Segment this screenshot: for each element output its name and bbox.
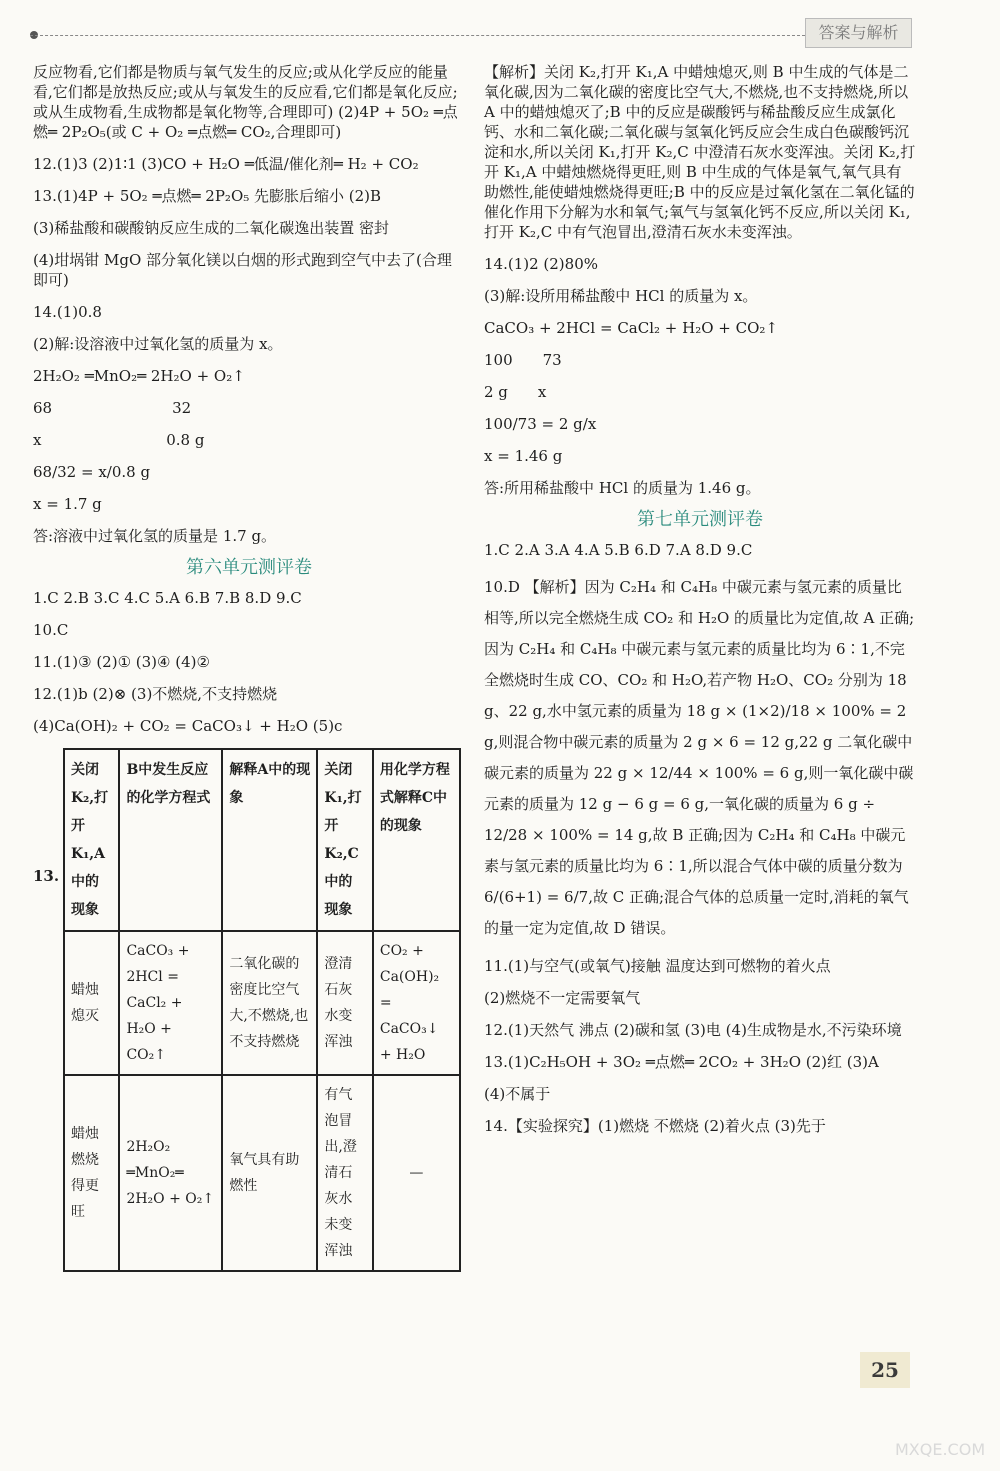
table-cell: 氧气具有助燃性 — [222, 1075, 317, 1271]
right-ratio-row-1: 100 73 — [484, 351, 562, 369]
s6-q12: 12.(1)b (2)⊗ (3)不燃烧,不支持燃烧 — [33, 685, 278, 703]
table-header-cell: B中发生反应的化学方程式 — [119, 749, 222, 931]
section6-title: 第六单元测评卷 — [186, 557, 312, 578]
left-para-1: 反应物看,它们都是物质与氧气发生的反应;或从化学反应的能量看,它们都是放热反应;或从与氧发生的反应看,它们都是氧化反应;或从生成物看,生成物都是氧化物等,合理即可) (2)4P + 5O₂ ═点燃═ 2P₂O₅(或 C + O₂ ═点燃═ CO₂,合理即可) — [33, 63, 458, 141]
answer-table — [63, 748, 461, 1272]
right-q14-3: (3)解:设所用稀盐酸中 HCl 的质量为 x。 — [484, 287, 758, 305]
left-q14-1: 14.(1)0.8 — [33, 303, 102, 321]
table-header-cell: 关闭K₂,打开K₁,A中的现象 — [64, 749, 119, 931]
right-ratio-row-2: 2 g x — [484, 383, 547, 401]
header-rule — [30, 35, 805, 36]
left-equation: 2H₂O₂ ═MnO₂═ 2H₂O + O₂↑ — [33, 367, 245, 385]
left-ratio-row-1: 68 32 — [33, 399, 192, 417]
table-cell: CO₂ + Ca(OH)₂ = CaCO₃↓ + H₂O — [373, 931, 460, 1075]
table-header-row — [64, 749, 460, 931]
table-row — [64, 1075, 460, 1271]
left-proportion: 68/32 = x/0.8 g — [33, 463, 151, 481]
left-q12: 12.(1)3 (2)1∶1 (3)CO + H₂O ═低温/催化剂═ H₂ + CO₂ — [33, 155, 419, 173]
table-header-cell: 关闭K₁,打开K₂,C中的现象 — [317, 749, 372, 931]
left-column — [33, 62, 465, 1272]
table-cell: CaCO₃ + 2HCl = CaCl₂ + H₂O + CO₂↑ — [119, 931, 222, 1075]
right-proportion: 100/73 = 2 g/x — [484, 415, 597, 433]
s7-q13: 13.(1)C₂H₅OH + 3O₂ ═点燃═ 2CO₂ + 3H₂O (2)红 (3)A — [484, 1053, 879, 1071]
s7-q11-2: (2)燃烧不一定需要氧气 — [484, 989, 641, 1007]
s7-q13-4: (4)不属于 — [484, 1085, 551, 1103]
right-equation: CaCO₃ + 2HCl = CaCl₂ + H₂O + CO₂↑ — [484, 319, 778, 337]
section7-title: 第七单元测评卷 — [637, 509, 763, 530]
watermark-site: MXQE.COM — [895, 1440, 986, 1459]
table-cell: — — [373, 1075, 460, 1271]
s6-q11: 11.(1)③ (2)① (3)④ (4)② — [33, 653, 210, 671]
table-cell: 澄清石灰水变浑浊 — [317, 931, 372, 1075]
table-cell: 有气泡冒出,澄清石灰水未变浑浊 — [317, 1075, 372, 1271]
table-cell: 蜡烛熄灭 — [64, 931, 119, 1075]
table-row — [64, 931, 460, 1075]
s6-q12-4: (4)Ca(OH)₂ + CO₂ = CaCO₃↓ + H₂O (5)c — [33, 717, 343, 735]
s7-q10: 10.D 【解析】因为 C₂H₄ 和 C₄H₈ 中碳元素与氢元素的质量比相等,所以完全燃烧生成 CO₂ 和 H₂O 的质量比为定值,故 A 正确;因为 C₂H₄ 和 C₄H₈ 中碳元素与氢元素的质量比均为 6∶1,不完全燃烧时生成 CO、CO₂ 和 H₂O,若产物 H₂O、CO₂ 分别为 18 g、22 g,水中氢元素的质量为 18 g × (1×2)/18 × 100% = 2 g,则混合物中碳元素的质量为 2 g × 6 = 12 g,22 g 二氧化碳中碳元素的质量为 22 g × 12/44 × 100% = 6 g,则一氧化碳中碳元素的质量为 12 g − 6 g = 6 g,一氧化碳的质量为 6 g ÷ 12/28 × 100% = 14 g,故 B 正确;因为 C₂H₄ 和 C₄H₈ 中碳元素与氢元素的质量比均为 6∶1,所以混合气体中碳的质量分数为 6/(6+1) = 6/7,故 C 正确;混合气体的总质量一定时,消耗的氧气的量一定为定值,故 D 错误。 — [484, 578, 915, 937]
right-analysis: 【解析】关闭 K₂,打开 K₁,A 中蜡烛熄灭,则 B 中生成的气体是二氧化碳,因为二氧化碳的密度比空气大,不燃烧,也不支持燃烧,所以 A 中的蜡烛熄灭了;B 中的反应是碳酸钙与稀盐酸反应生成氯化钙、水和二氧化碳;二氧化碳与氢氧化钙反应会生成白色碳酸钙沉淀和水,所以关闭 K₁,打开 K₂,C 中澄清石灰水变浑浊。关闭 K₂,打开 K₁,A 中蜡烛燃烧得更旺,则 B 中生成的气体是氧气,氧气具有助燃性,能使蜡烛燃烧得更旺;B 中的反应是过氧化氢在二氧化锰的催化作用下分解为水和氧气;氧气与氢氧化钙不反应,所以关闭 K₁,打开 K₂,C 中有气泡冒出,澄清石灰水未变浑浊。 — [484, 63, 916, 241]
left-q13-4: (4)坩埚钳 MgO 部分氧化镁以白烟的形式跑到空气中去了(合理即可) — [33, 251, 452, 289]
table-cell: 2H₂O₂ ═MnO₂═ 2H₂O + O₂↑ — [119, 1075, 222, 1271]
left-q13-3: (3)稀盐酸和碳酸钠反应生成的二氧化碳逸出装置 密封 — [33, 219, 390, 237]
left-ratio-row-2: x 0.8 g — [33, 431, 205, 449]
s7-q12: 12.(1)天然气 沸点 (2)碳和氢 (3)电 (4)生成物是水,不污染环境 — [484, 1021, 902, 1039]
table-cell: 蜡烛燃烧得更旺 — [64, 1075, 119, 1271]
s6-q10: 10.C — [33, 621, 69, 639]
table-header-cell: 用化学方程式解释C中的现象 — [373, 749, 460, 931]
s7-q14: 14.【实验探究】(1)燃烧 不燃烧 (2)着火点 (3)先于 — [484, 1117, 826, 1135]
left-q14-2: (2)解:设溶液中过氧化氢的质量为 x。 — [33, 335, 283, 353]
right-result: x = 1.46 g — [484, 447, 563, 465]
left-q13-1: 13.(1)4P + 5O₂ ═点燃═ 2P₂O₅ 先膨胀后缩小 (2)B — [33, 187, 382, 205]
s6-choices: 1.C 2.B 3.C 4.C 5.A 6.B 7.B 8.D 9.C — [33, 589, 302, 607]
right-column — [484, 62, 916, 1148]
table-header-cell: 解释A中的现象 — [222, 749, 317, 931]
right-answer: 答:所用稀盐酸中 HCl 的质量为 1.46 g。 — [484, 479, 761, 497]
left-result: x = 1.7 g — [33, 495, 102, 513]
s7-choices: 1.C 2.A 3.A 4.A 5.B 6.D 7.A 8.D 9.C — [484, 541, 753, 559]
left-answer: 答:溶液中过氧化氢的质量是 1.7 g。 — [33, 527, 277, 545]
q13-number: 13. — [33, 867, 60, 885]
page-number: 25 — [860, 1352, 910, 1388]
right-q14-1: 14.(1)2 (2)80% — [484, 255, 599, 273]
section-tag: 答案与解析 — [805, 18, 912, 48]
s7-q11-1: 11.(1)与空气(或氧气)接触 温度达到可燃物的着火点 — [484, 957, 831, 975]
table-cell: 二氧化碳的密度比空气大,不燃烧,也不支持燃烧 — [222, 931, 317, 1075]
